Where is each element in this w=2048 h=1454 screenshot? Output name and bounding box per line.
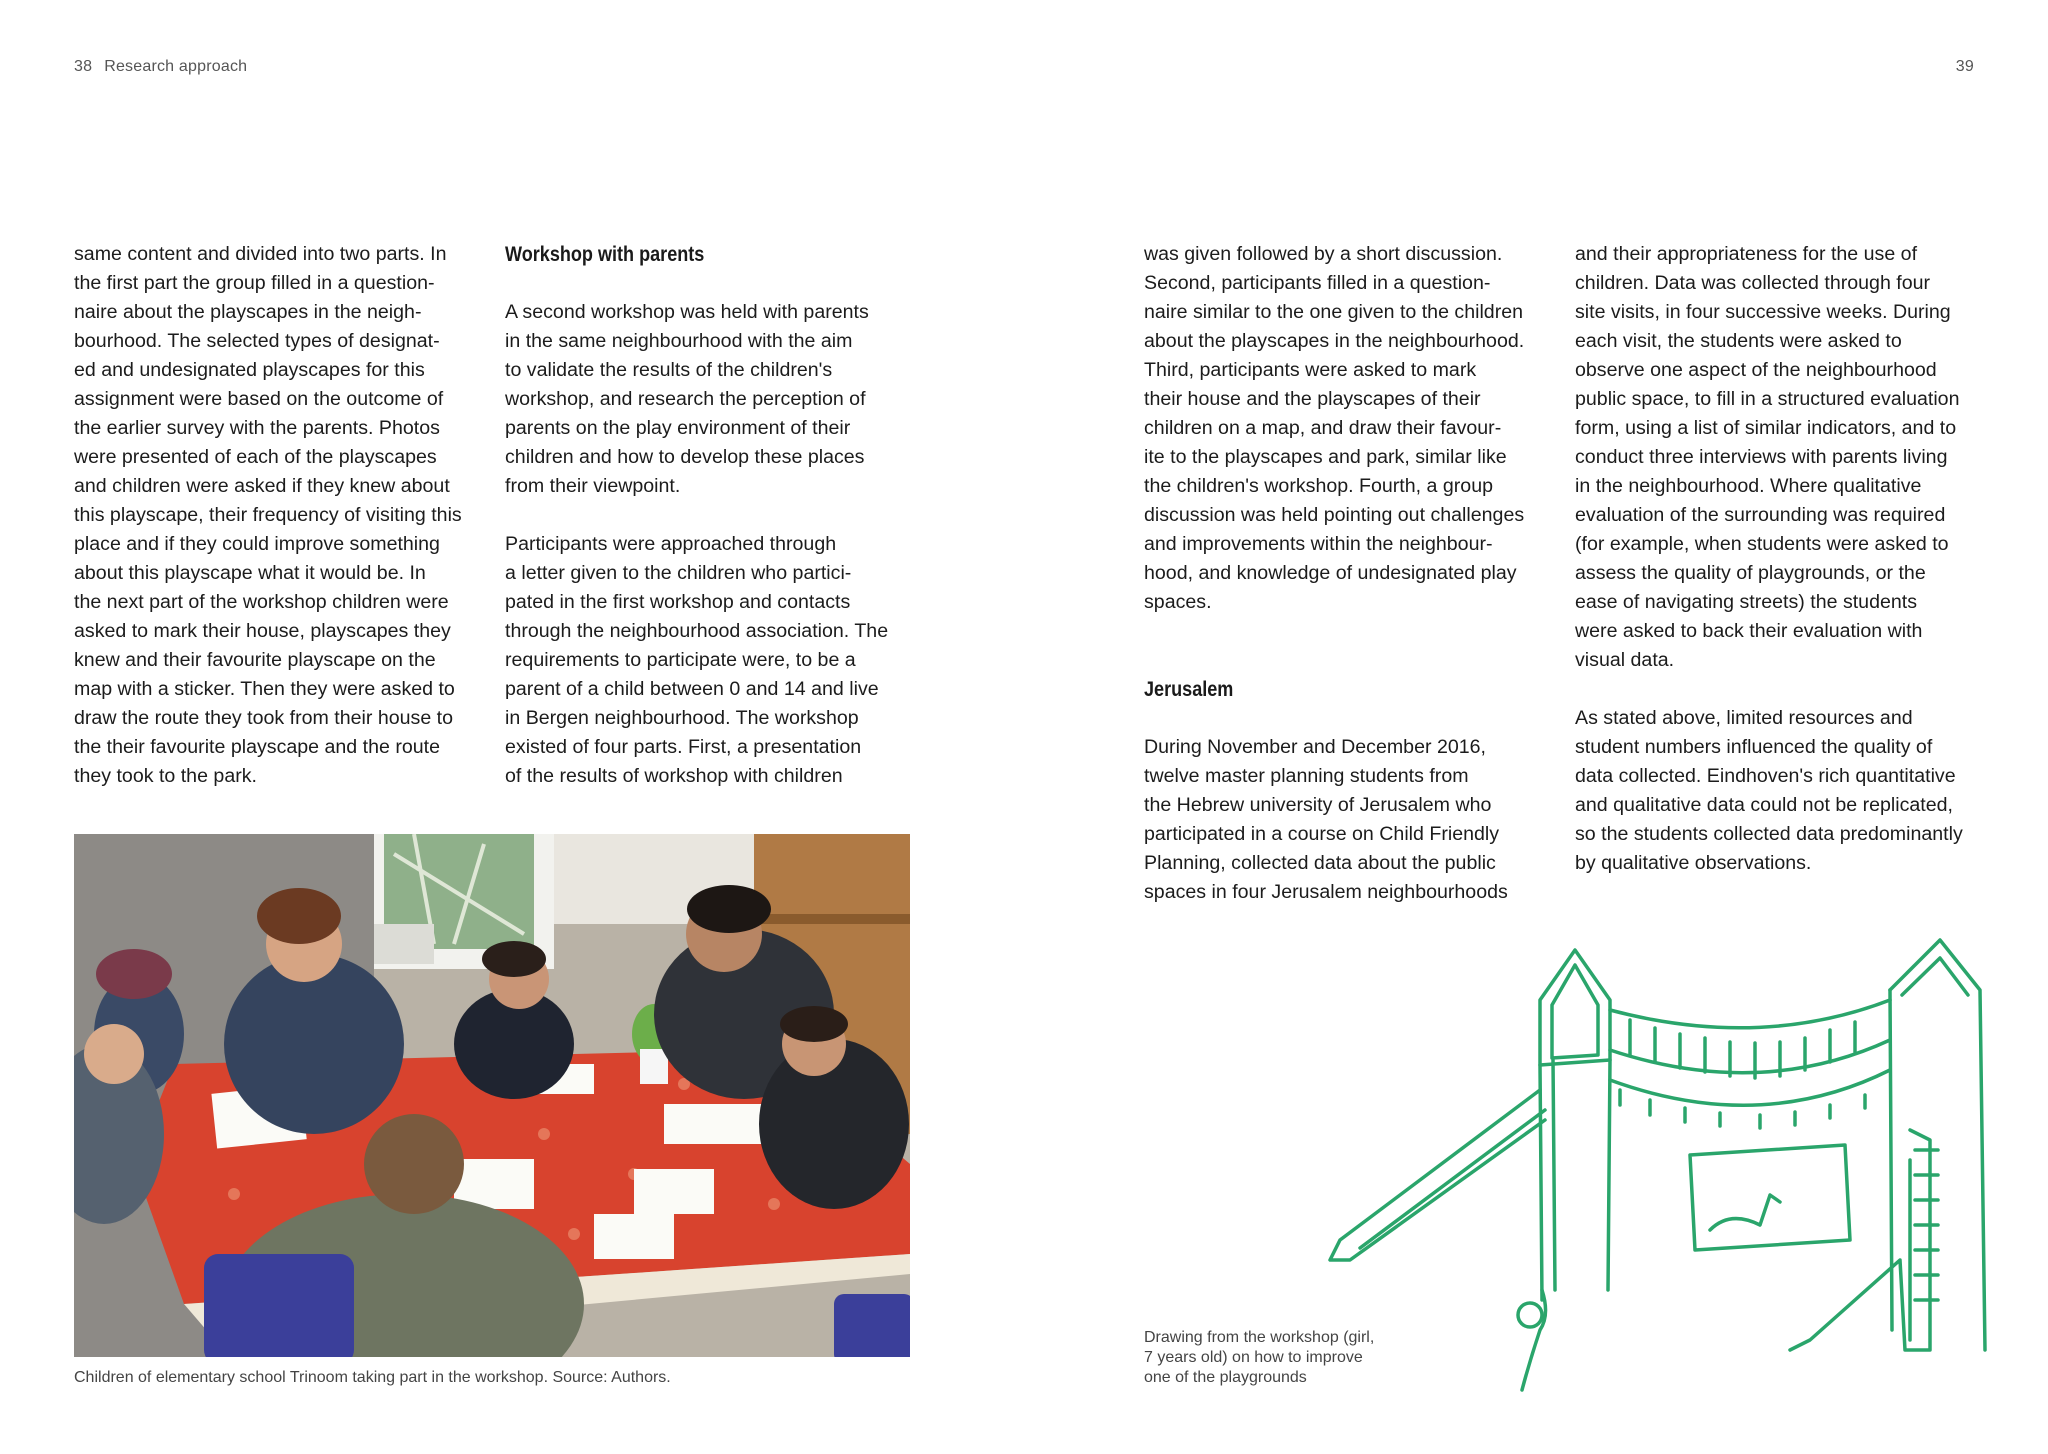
text-column-1 bbox=[74, 240, 494, 791]
right-page-number: 39 bbox=[1955, 58, 1974, 75]
text-column-2 bbox=[505, 240, 925, 791]
paragraph: same content and divided into two parts. In the first part the group filled in a question- naire about the playscapes in the neigh- bourhood. The selected types of designat- ed and undesignated playscapes for this assignment were based on the outcome of the earlier survey with the parents. Photos were presented of each of the playscapes and children were asked if they knew about this playscape, their frequency of visiting this place and if they could improve something about this playscape what it would be. In the next part of the workshop children were asked to mark their house, playscapes they knew and their favourite playscape on the map with a sticker. Then they were asked to draw the route they took from their house to the their favourite playscape and the route they took to the park. bbox=[74, 243, 462, 787]
paragraph: Participants were approached through a letter given to the children who partici- pated in the first workshop and contacts through the neighbourhood association. The requirements to participate were, to be a parent of a child between 0 and 14 and live in Bergen neighbourhood. The workshop existed of four parts. First, a presentation of the results of workshop with children bbox=[505, 533, 889, 787]
section-heading-jerusalem: Jerusalem bbox=[1144, 678, 1234, 701]
workshop-photo-illustration bbox=[74, 834, 910, 1357]
paragraph: As stated above, limited resources and student numbers influenced the quality of data collected. Eindhoven's rich quantitative and qualitative data could not be replicated, so the students collected data predominantly by qualitative observations. bbox=[1575, 707, 1963, 874]
section-title: Research approach bbox=[104, 58, 248, 75]
paragraph: A second workshop was held with parents in the same neighbourhood with the aim to validate the results of the children's workshop, and research the perception of parents on the play environment of their children and how to develop these places from their viewpoint. bbox=[505, 301, 869, 497]
paragraph: and their appropriateness for the use of children. Data was collected through four site visits, in four successive weeks. During each visit, the students were asked to observe one aspect of the neighbourhood public space, to fill in a structured evaluation form, using a list of similar indicators, and to conduct three interviews with parents living in the neighbourhood. Where qualitative evaluation of the surrounding was required (for example, when students were asked to assess the quality of playgrounds, or the ease of navigating streets) the students were asked to back their evaluation with visual data. bbox=[1575, 243, 1960, 671]
drawing-caption: Drawing from the workshop (girl, 7 years old) on how to improve one of the playgrounds bbox=[1144, 1329, 1375, 1386]
photo-caption: Children of elementary school Trinoom taking part in the workshop. Source: Authors. bbox=[74, 1369, 671, 1386]
paragraph: was given followed by a short discussion. Second, participants filled in a question- naire similar to the one given to the children about the playscapes in the neighbourhood. Third, participants were asked to mark their house and the playscapes of their children on a map, and draw their favour- ite to the playscapes and park, similar like the children's workshop. Fourth, a group discussion was held pointing out challenges and improvements within the neighbour- hood, and knowledge of undesignated play spaces. bbox=[1144, 243, 1525, 613]
text-column-3 bbox=[1144, 240, 1574, 907]
text-column-4 bbox=[1575, 240, 2005, 878]
workshop-photo bbox=[74, 834, 910, 1357]
left-page-number: 38 bbox=[74, 58, 93, 75]
paragraph: During November and December 2016, twelve master planning students from the Hebrew university of Jerusalem who participated in a course on Child Friendly Planning, collected data about the public spaces in four Jerusalem neighbourhoods bbox=[1144, 736, 1508, 903]
left-page-header bbox=[74, 58, 247, 76]
section-heading-workshop-parents: Workshop with parents bbox=[505, 243, 705, 266]
